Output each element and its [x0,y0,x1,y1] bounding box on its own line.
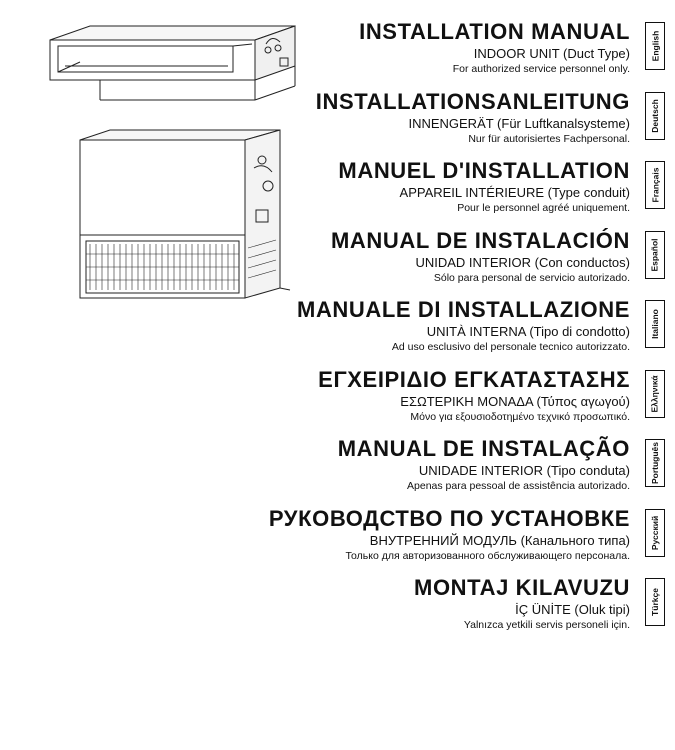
section-italian [70,298,630,368]
unit-subtitle: INDOOR UNIT (Duct Type) [473,46,630,61]
tab-french [645,161,665,209]
language-sections [70,20,630,646]
manual-title: РУКОВОДСТВО ПО УСТАНОВКЕ [268,505,630,531]
tab-label: English [650,30,661,62]
unit-subtitle: UNITÀ INTERNA (Tipo di condotto) [426,324,630,339]
tab-english [645,22,665,70]
tab-italian [645,300,665,348]
manual-title: MONTAJ KILAVUZU [414,575,630,600]
unit-subtitle: UNIDADE INTERIOR (Tipo conduta) [418,463,630,478]
tab-label: Türkçe [650,588,660,616]
section-russian [70,507,630,577]
section-spanish [70,229,630,299]
tab-label: Deutsch [650,98,661,133]
personnel-note: Sólo para personal de servicio autorizado. [433,271,630,284]
section-english [70,20,630,90]
section-portuguese [70,437,630,507]
personnel-note: Nur für autorisiertes Fachpersonal. [468,132,630,145]
manual-title: MANUALE DI INSTALLAZIONE [297,297,630,322]
personnel-note: For authorized service personnel only. [452,63,630,75]
unit-subtitle: ΕΣΩΤΕΡΙΚΗ ΜΟΝΑΔΑ (Τύπος αγωγού) [400,393,630,409]
personnel-note: Pour le personnel agréé uniquement. [457,202,630,214]
personnel-note: Ad uso esclusivo del personale tecnico autorizzato. [391,341,630,353]
unit-subtitle: UNIDAD INTERIOR (Con conductos) [415,254,630,270]
personnel-note: Μόνο για εξουσιοδοτημένο τεχνικό προσωπικό. [410,410,630,423]
tab-spanish [645,231,665,279]
unit-subtitle: INNENGERÄT (Für Luftkanalsysteme) [408,115,630,131]
unit-subtitle: İÇ ÜNİTE (Oluk tipi) [515,602,630,617]
tab-greek [645,370,665,418]
manual-title: INSTALLATIONSANLEITUNG [315,88,630,114]
tab-portuguese [645,439,665,487]
manual-title: MANUAL DE INSTALACIÓN [331,227,630,253]
tab-label: Ελληνικά [650,374,660,413]
section-greek [70,368,630,438]
tab-label: Italiano [650,309,661,339]
manual-title: MANUEL D'INSTALLATION [338,158,630,183]
tab-label: Français [650,167,660,203]
tab-label: Русский [650,515,661,550]
manual-title: INSTALLATION MANUAL [359,19,630,44]
manual-title: ΕΓΧΕΙΡΙΔΙΟ ΕΓΚΑΤΑΣΤΑΣΗΣ [318,366,630,392]
unit-subtitle: APPAREIL INTÉRIEURE (Type conduit) [399,185,630,200]
personnel-note: Apenas para pessoal de assistência autorizado. [407,480,630,492]
tab-german [645,92,665,140]
section-german [70,90,630,160]
tab-russian [645,509,665,557]
personnel-note: Только для авторизованного обслуживающего персонала. [345,549,630,562]
tab-label: Português [650,441,660,485]
tab-turkish [645,578,665,626]
tab-label: Español [650,237,660,272]
personnel-note: Yalnızca yetkili servis personeli için. [463,619,630,631]
section-french [70,159,630,229]
section-turkish [70,576,630,646]
manual-title: MANUAL DE INSTALAÇÃO [337,436,630,461]
unit-subtitle: ВНУТРЕННИЙ МОДУЛЬ (Канального типа) [369,532,630,548]
